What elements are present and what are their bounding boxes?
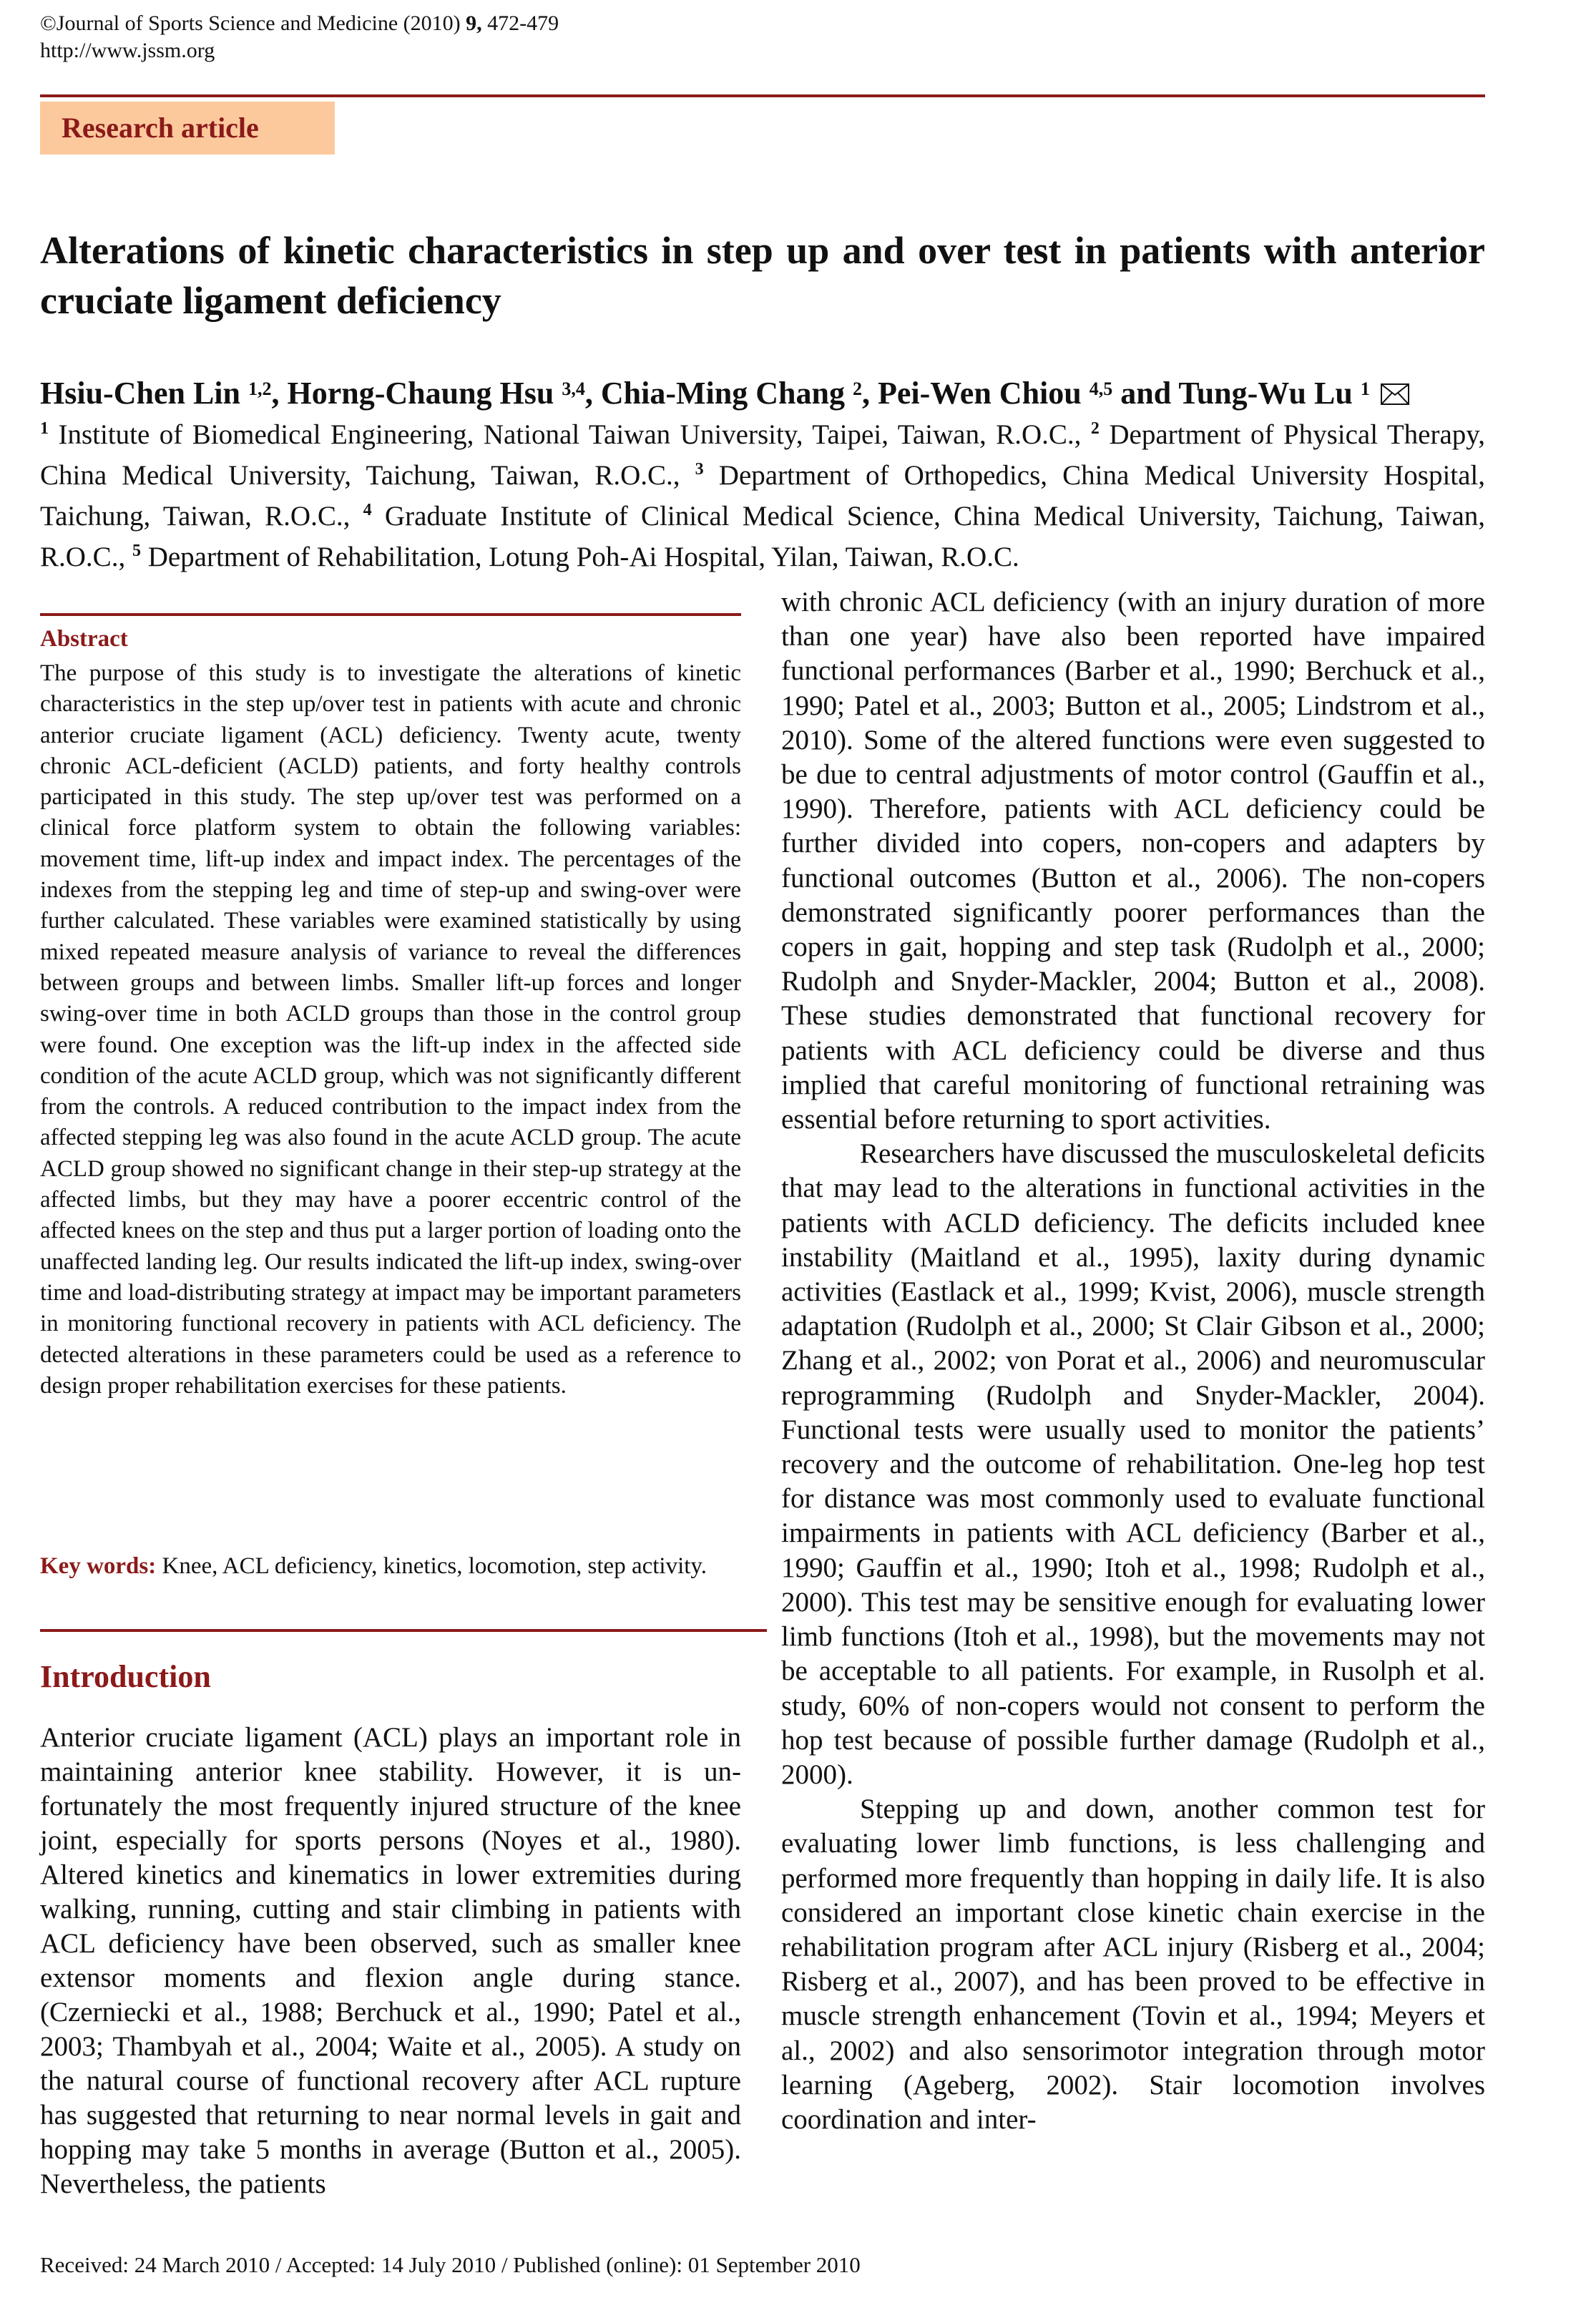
abstract-text: The purpose of this study is to investigate the alterations of kinetic characteristics in the step up/over test in patients with acute and chronic anterior cruciate ligament (ACL) deficiency. Twenty acute, twenty chronic ACL-deficient (ACLD) patients, and forty healthy controls participated in this study. The step up/over test was performed on a clinical force platform system to obtain the following variables: movement time, lift-up index and impact index. The percentages of the indexes from the stepping leg and time of step-up and swing-over were further calculated. These variables were examined statistically by using mixed repeated measure analysis of variance to reveal the differences between groups and between limbs. Smaller lift-up forces and longer swing-over time in both ACLD groups than those in the control group were found. One exception was the lift-up index in the affected side condition of the acute ACLD group, which was not significantly different from the controls. A reduced contribution to the impact index from the affected stepping leg was also found in the acute ACLD group. The acute ACLD group showed no significant change in their step-up strategy at the affected limbs, but they may have a poorer eccentric control of the affected knees on the step and thus put a larger portion of loading onto the unaffected landing leg. Our results indicated the lift-up index, swing-over time and load-distributing strategy at impact may be important parameters in monitoring functional recovery in patients with ACL deficiency. The detected alterations in these parameters could be used as a reference to design proper rehabilitation exercises for these patients. <box>40 660 741 1399</box>
article-title: Alterations of kinetic characteristics in step up and over test in patients with anterior cruciate ligament deficiency <box>40 229 1485 322</box>
abstract-top-rule <box>40 613 741 616</box>
keywords-label: Key words: <box>40 1553 157 1579</box>
author: Pei-Wen Chiou $^{4,5}$ <box>877 376 1113 411</box>
author: Chia-Ming Chang $^2$ <box>600 376 862 411</box>
author: Tung-Wu Lu $^1$ <box>1178 376 1370 411</box>
keywords-list: Knee, ACL deficiency, kinetics, locomotion, step activity. <box>156 1553 708 1579</box>
abstract-heading: Abstract <box>40 626 128 652</box>
journal-header <box>40 10 559 64</box>
paragraph: with chronic ACL deficiency (with an injury duration of more than one year) have also been reported have impaired functional performances (Barber et al., 1990; Berchuck et al., 1990; Patel et al., 2003; Button et al., 2005; Lindstrom et al., 2010). Some of the altered functions were even suggested to be due to central adjustments of motor control (Gauffin et al., 1990). Therefore, patients with ACL deficiency could be further divided into copers, non-copers and adapters by functional outcomes (Button et al., 2006). The non-copers demonstrated significantly poorer performances than the copers in gait, hopping and step task (Rudolph et al., 2000; Rudolph and Snyder-Mackler, 2004; Button et al., 2008). These studies demonstrated that functional recovery for patients with ACL deficiency could be diverse and thus implied that careful monitoring of functional retraining was essential before returning to sport activities. <box>781 587 1485 1135</box>
intro-left-column: Anterior cruciate ligament (ACL) plays an important role in maintaining anterior knee stability. However, it is unfortunately the most frequently injured structure of the knee joint, especially for sports persons (Noyes et al., 1980). Altered kinetics and kinematics in lower extremities during walking, running, cutting and stair climbing in patients with ACL deficiency have been observed, such as smaller knee extensor moments and flexion angle during stance. (Czerniecki et al., 1988; Berchuck et al., 1990; Patel et al., 2003; Thambyah et al., 2004; Waite et al., 2005). A study on the natural course of functional recovery after ACL rupture has suggested that returning to near normal levels in gait and hopping may take 5 months in average (Button et al., 2005). Nevertheless, the patients <box>40 1722 741 2199</box>
keywords <box>40 1550 741 1582</box>
journal-pages: 472-479 <box>487 11 559 35</box>
section-heading-introduction: Introduction <box>40 1659 211 1694</box>
email-icon[interactable] <box>1381 383 1409 405</box>
paragraph: Stepping up and down, another common test for evaluating lower limb functions, is less challenging and performed more frequently than hopping in daily life. It is also considered an important close kinetic chain exercise in the rehabilitation program after ACL injury (Risberg et al., 2004; Risberg et al., 2007), and has been proved to be effective in muscle strength enhancement (Tovin et al., 1994; Meyers et al., 2002) and also sensorimotor integration through motor learning (Ageberg, 2002). Stair locomotion involves coordination and inter- <box>781 1794 1485 2135</box>
publication-dates: Received: 24 March 2010 / Accepted: 14 July 2010 / Published (online): 01 September 2010 <box>40 2252 861 2277</box>
journal-url[interactable]: http://www.jssm.org <box>40 39 215 62</box>
article-type-badge: Research article <box>40 102 335 155</box>
paragraph: Researchers have discussed the musculoskeletal deficits that may lead to the alterations in functional activities in the patients with ACLD deficiency. The deficits included knee instability (Maitland et al., 1995), laxity during dynamic activities (Eastlack et al., 1999; Kvist, 2006), muscle strength adaptation (Rudolph et al., 2000; St Clair Gibson et al., 2000; Zhang et al., 2002; von Porat et al., 2006) and neuromuscular reprogramming (Rudolph and Snyder-Mackler, 2004). Functional tests were usually used to monitor the patients’ recovery and the outcome of rehabilitation. One-leg hop test for distance was most commonly used to evaluate functional impairments in patients with ACL deficiency (Barber et al., 1990; Gauffin et al., 1990; Itoh et al., 1998; Rudolph et al., 2000). This test may be sensitive enough for evaluating lower limb functions (Itoh et al., 1998), but the movements may not be acceptable to all patients. For example, in Rusolph et al. study, 60% of non-copers would not consent to perform the hop test because of possible further damage (Rudolph et al., 2000). <box>781 1138 1485 1790</box>
abstract-bottom-rule <box>40 1629 767 1632</box>
affiliations: $^1$ Institute of Biomedical Engineering, National Taiwan University, Taipei, Taiwan, R.O.C., $^2$ Department of Physical Therapy, China Medical University, Taichung, Taiwan, R.O.C., $^3$ Department of Orthopedics, China Medical University Hospital, Taichung, Taiwan, R.O.C., $^4$ Graduate Institute of Clinical Medical Science, China Medical University, Taichung, Taiwan, R.O.C., $^5$ Department of Rehabilitation, Lotung Poh-Ai Hospital, Yilan, Taiwan, R.O.C. <box>40 419 1486 572</box>
author: Hsiu-Chen Lin $^{1,2}$ <box>40 376 272 411</box>
author-list: Hsiu-Chen Lin $^{1,2}$, Horng-Chaung Hsu $^{3,4}$, Chia-Ming Chang $^2$, Pei-Wen Chiou $^{4,5}$ and Tung-Wu Lu $^1$ <box>40 372 1485 415</box>
journal-volume: 9, <box>466 11 482 35</box>
journal-name: ©Journal of Sports Science and Medicine (2010) <box>40 11 461 35</box>
right-column <box>781 585 1485 2137</box>
header-divider <box>40 94 1485 97</box>
author: Horng-Chaung Hsu $^{3,4}$ <box>287 376 585 411</box>
